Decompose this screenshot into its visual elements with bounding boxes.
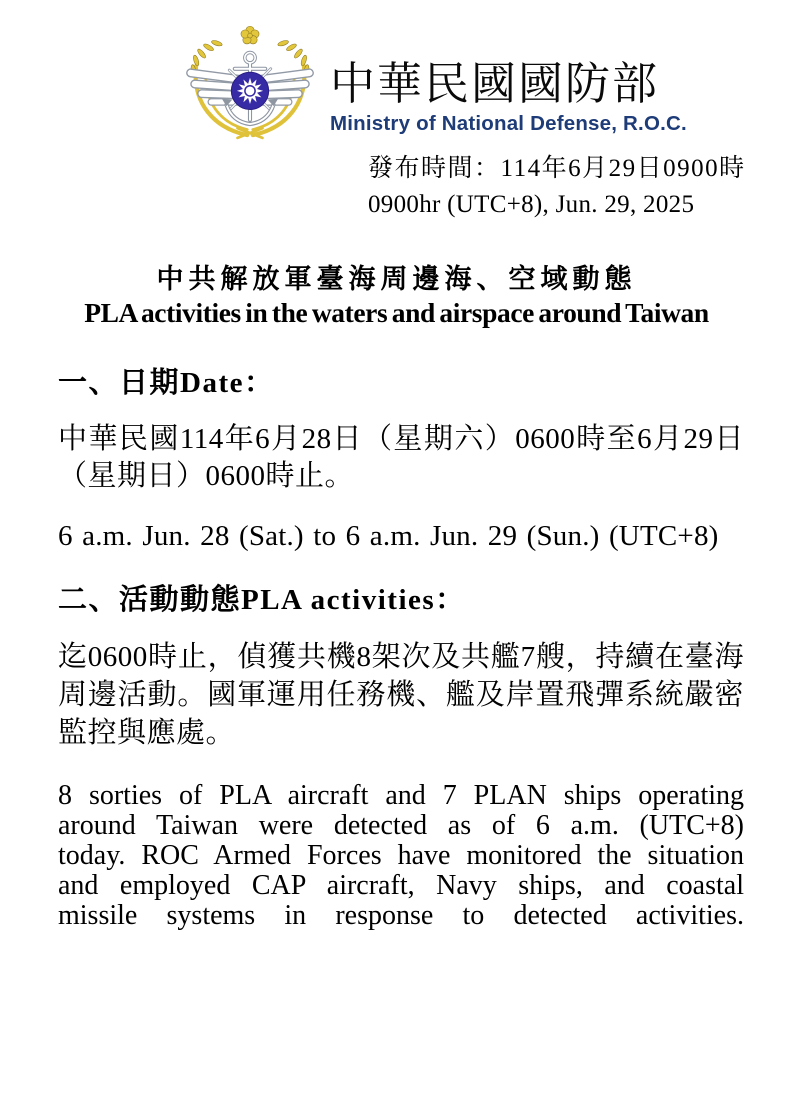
release-time	[368, 151, 746, 223]
section-activities-body-en: 8 sorties of PLA aircraft and 7 PLAN ships operating around Taiwan were detected as of 6 a.m. (UTC+8) today. ROC Armed Forces have monitored the situation and employed CAP aircraft, Navy ships, and coastal missile systems in response to detected activities.	[58, 780, 744, 931]
document-title-zh: 中共解放軍臺海周邊海、空域動態	[156, 264, 637, 294]
org-name-zh: 中華民國國防部	[330, 59, 660, 110]
brand-block	[330, 34, 687, 136]
section-date-heading: 一、日期Date：	[58, 367, 275, 399]
document-title-en: PLA activities in the waters and airspace around Taiwan	[84, 297, 709, 328]
section-activities-body-zh: 迄0600時止，偵獲共機8架次及共艦7艘，持續在臺海周邊活動。國軍運用任務機、艦及岸置飛彈系統嚴密監控與應處。	[58, 641, 744, 749]
release-time-en: 0900hr (UTC+8), Jun. 29, 2025	[368, 191, 695, 218]
document-title	[0, 262, 793, 330]
org-name-en: Ministry of National Defense, R.O.C.	[330, 111, 687, 135]
header	[174, 24, 687, 146]
release-time-zh: 發布時間：114年6月29日0900時	[368, 155, 746, 182]
section-date-body-zh: 中華民國114年6月28日（星期六）0600時至6月29日（星期日）0600時止。	[58, 423, 744, 492]
section-date-body-en: 6 a.m. Jun. 28 (Sat.) to 6 a.m. Jun. 29 (Sun.) (UTC+8)	[58, 520, 719, 552]
mnd-emblem-icon	[174, 24, 326, 146]
section-activities-heading: 二、活動動態PLA activities：	[58, 584, 466, 616]
